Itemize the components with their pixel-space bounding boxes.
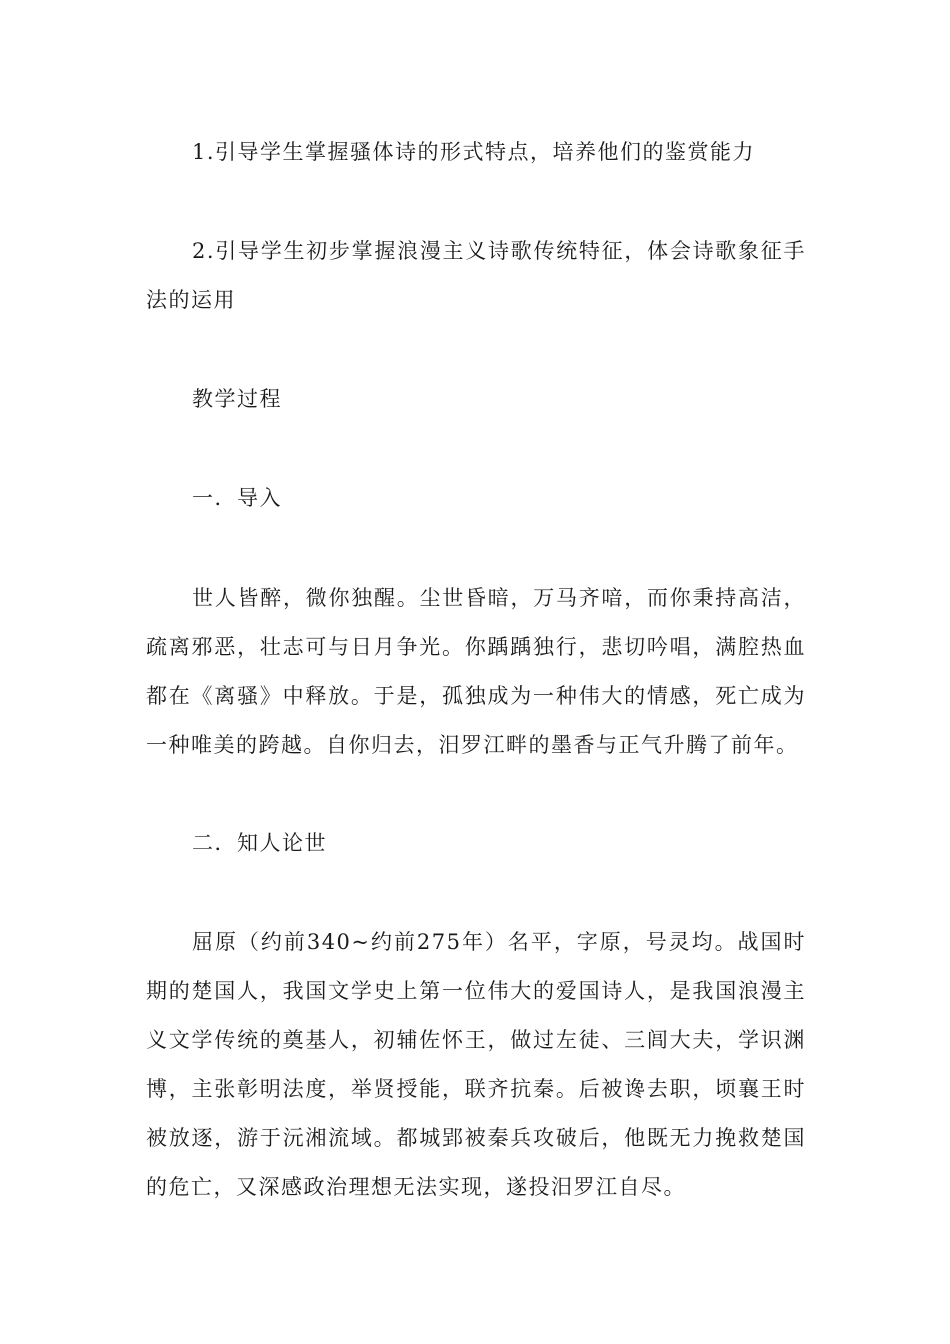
section-heading-author-background: 二．知人论世 (192, 831, 327, 855)
author-background-paragraph: 屈原（约前340~约前275年）名平，字原，号灵均。战国时期的楚国人，我国文学史上第一位伟大的爱国诗人，是我国浪漫主义文学传统的奠基人，初辅佐怀王，做过左徒、三闾大夫，学识渊博，主张彰明法度，举贤授能，联齐抗秦。后被谗去职，顷襄王时被放逐，游于沅湘流域。都城郢被秦兵攻破后，他既无力挽救楚国的危亡，又深感政治理想无法实现，遂投汨罗江自尽。 (146, 930, 806, 1199)
objective-1: 1.引导学生掌握骚体诗的形式特点，培养他们的鉴赏能力 (192, 140, 756, 164)
section-heading-teaching-process: 教学过程 (192, 387, 282, 411)
introduction-paragraph: 世人皆醉，微你独醒。尘世昏暗，万马齐喑，而你秉持高洁，疏离邪恶，壮志可与日月争光。你踽踽独行，悲切吟唱，满腔热血都在《离骚》中释放。于是，孤独成为一种伟大的情感，死亡成为一种唯美的跨越。自你归去，汨罗江畔的墨香与正气升腾了前年。 (146, 586, 806, 757)
section-heading-introduction: 一．导入 (192, 486, 282, 510)
objective-2: 2.引导学生初步掌握浪漫主义诗歌传统特征，体会诗歌象征手法的运用 (146, 239, 806, 312)
